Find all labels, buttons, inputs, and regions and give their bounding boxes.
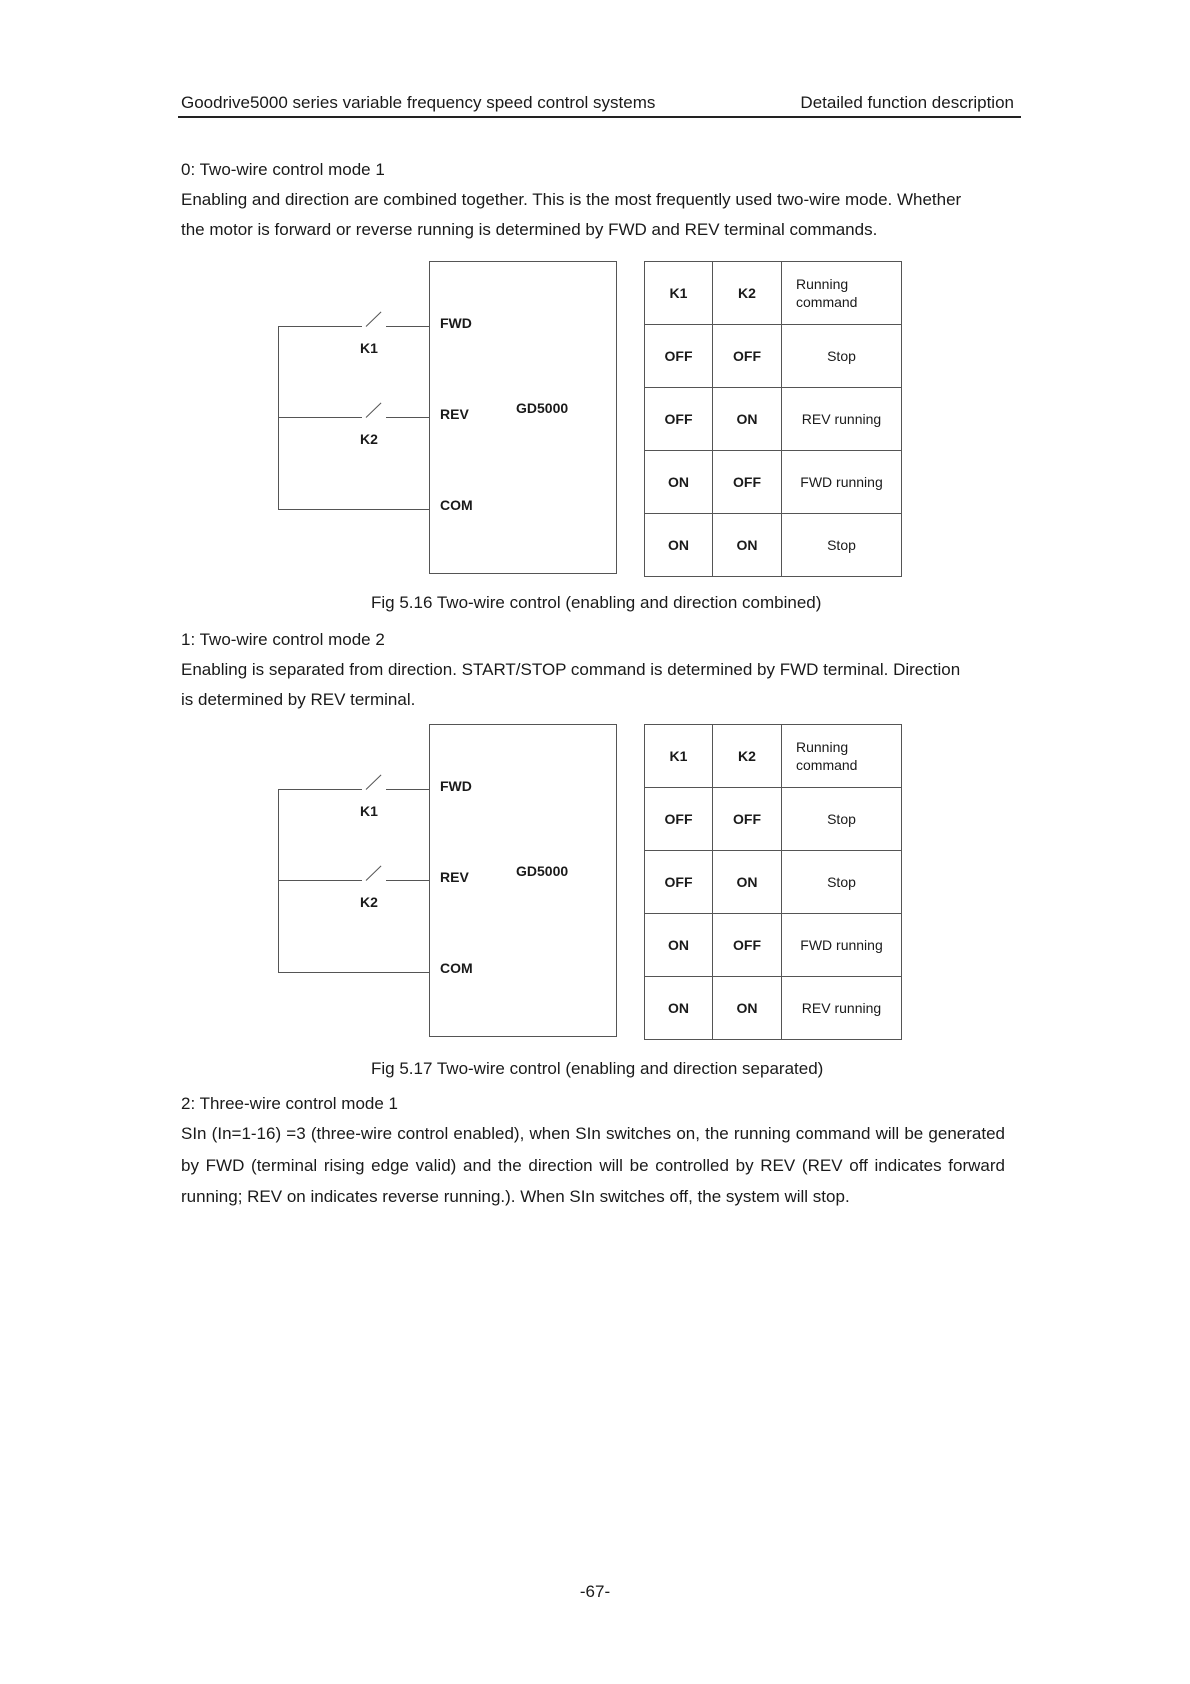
cell-k1: ON bbox=[645, 451, 713, 514]
terminal-com: COM bbox=[440, 960, 473, 976]
cell-k2: OFF bbox=[713, 325, 782, 388]
table-row bbox=[645, 451, 902, 514]
wire-k1-left bbox=[278, 326, 362, 327]
wire-left-vertical bbox=[278, 789, 279, 973]
header-k1: K1 bbox=[645, 262, 713, 325]
switch-k2 bbox=[366, 403, 382, 418]
drive-label: GD5000 bbox=[516, 863, 569, 879]
header-k2: K2 bbox=[713, 725, 782, 788]
switch-k1 bbox=[366, 312, 382, 327]
table-row bbox=[645, 788, 902, 851]
cell-command: FWD running bbox=[782, 914, 902, 977]
wire-left-vertical bbox=[278, 326, 279, 510]
wire-com bbox=[278, 509, 429, 510]
header-running-command: Running command bbox=[782, 262, 902, 325]
header-running-command: Running command bbox=[782, 725, 902, 788]
mode1-line1: Enabling is separated from direction. START/STOP command is determined by FWD terminal. Direction bbox=[181, 660, 961, 679]
switch-k2 bbox=[366, 866, 382, 881]
figure-5-17-caption: Fig 5.17 Two-wire control (enabling and direction separated) bbox=[371, 1059, 824, 1078]
wire-com bbox=[278, 972, 429, 973]
switch-k2-label: K2 bbox=[360, 894, 378, 910]
switch-k2-label: K2 bbox=[360, 431, 378, 447]
header-title: Goodrive5000 series variable frequency speed control systems bbox=[181, 93, 656, 112]
table-header-row bbox=[645, 725, 902, 788]
wire-k1-right bbox=[386, 789, 429, 790]
cell-command: REV running bbox=[782, 977, 902, 1040]
cell-k2: ON bbox=[713, 851, 782, 914]
cell-command: Stop bbox=[782, 788, 902, 851]
truth-table-1 bbox=[644, 261, 902, 577]
table-row bbox=[645, 851, 902, 914]
table-header-row bbox=[645, 262, 902, 325]
cell-command: Stop bbox=[782, 851, 902, 914]
cell-k1: OFF bbox=[645, 325, 713, 388]
header-section: Detailed function description bbox=[800, 93, 1014, 112]
terminal-fwd: FWD bbox=[440, 315, 472, 331]
table-row bbox=[645, 977, 902, 1040]
header-rule bbox=[178, 116, 1021, 118]
drive-label: GD5000 bbox=[516, 400, 569, 416]
table-row bbox=[645, 914, 902, 977]
terminal-rev: REV bbox=[440, 406, 469, 422]
cell-k2: OFF bbox=[713, 451, 782, 514]
cell-k1: ON bbox=[645, 914, 713, 977]
switch-k1-label: K1 bbox=[360, 340, 378, 356]
mode2-body: SIn (In=1-16) =3 (three-wire control enabled), when SIn switches on, the running command will be generated by FWD (terminal rising edge valid) and the direction will be controlled by REV (REV off indicates forward running; REV on indicates reverse running.). When SIn switches off, the system will stop. bbox=[181, 1124, 1005, 1206]
mode1-title: 1: Two-wire control mode 2 bbox=[181, 630, 385, 649]
wire-k1-right bbox=[386, 326, 429, 327]
header-k1: K1 bbox=[645, 725, 713, 788]
table-row bbox=[645, 514, 902, 577]
table-row bbox=[645, 388, 902, 451]
terminal-com: COM bbox=[440, 497, 473, 513]
cell-k1: ON bbox=[645, 977, 713, 1040]
cell-k2: ON bbox=[713, 388, 782, 451]
truth-table-2 bbox=[644, 724, 902, 1040]
mode0-line2: the motor is forward or reverse running is determined by FWD and REV terminal commands. bbox=[181, 220, 878, 239]
cell-command: Stop bbox=[782, 514, 902, 577]
terminal-rev: REV bbox=[440, 869, 469, 885]
cell-command: REV running bbox=[782, 388, 902, 451]
header-k2: K2 bbox=[713, 262, 782, 325]
terminal-fwd: FWD bbox=[440, 778, 472, 794]
cell-k2: ON bbox=[713, 977, 782, 1040]
cell-k1: ON bbox=[645, 514, 713, 577]
page-number: -67- bbox=[579, 1582, 611, 1601]
cell-command: FWD running bbox=[782, 451, 902, 514]
wire-k1-left bbox=[278, 789, 362, 790]
cell-k2: OFF bbox=[713, 788, 782, 851]
switch-k1 bbox=[366, 775, 382, 790]
switch-k1-label: K1 bbox=[360, 803, 378, 819]
mode1-line2: is determined by REV terminal. bbox=[181, 690, 416, 709]
wire-k2-left bbox=[278, 880, 362, 881]
mode2-title: 2: Three-wire control mode 1 bbox=[181, 1094, 399, 1113]
wire-k2-left bbox=[278, 417, 362, 418]
cell-k2: OFF bbox=[713, 914, 782, 977]
cell-k1: OFF bbox=[645, 788, 713, 851]
mode0-title: 0: Two-wire control mode 1 bbox=[181, 160, 385, 179]
cell-command: Stop bbox=[782, 325, 902, 388]
cell-k2: ON bbox=[713, 514, 782, 577]
table-row bbox=[645, 325, 902, 388]
figure-5-16-caption: Fig 5.16 Two-wire control (enabling and direction combined) bbox=[371, 593, 822, 612]
cell-k1: OFF bbox=[645, 388, 713, 451]
wire-k2-right bbox=[386, 880, 429, 881]
mode0-line1: Enabling and direction are combined together. This is the most frequently used two-wire mode. Whether bbox=[181, 190, 962, 209]
wire-k2-right bbox=[386, 417, 429, 418]
cell-k1: OFF bbox=[645, 851, 713, 914]
